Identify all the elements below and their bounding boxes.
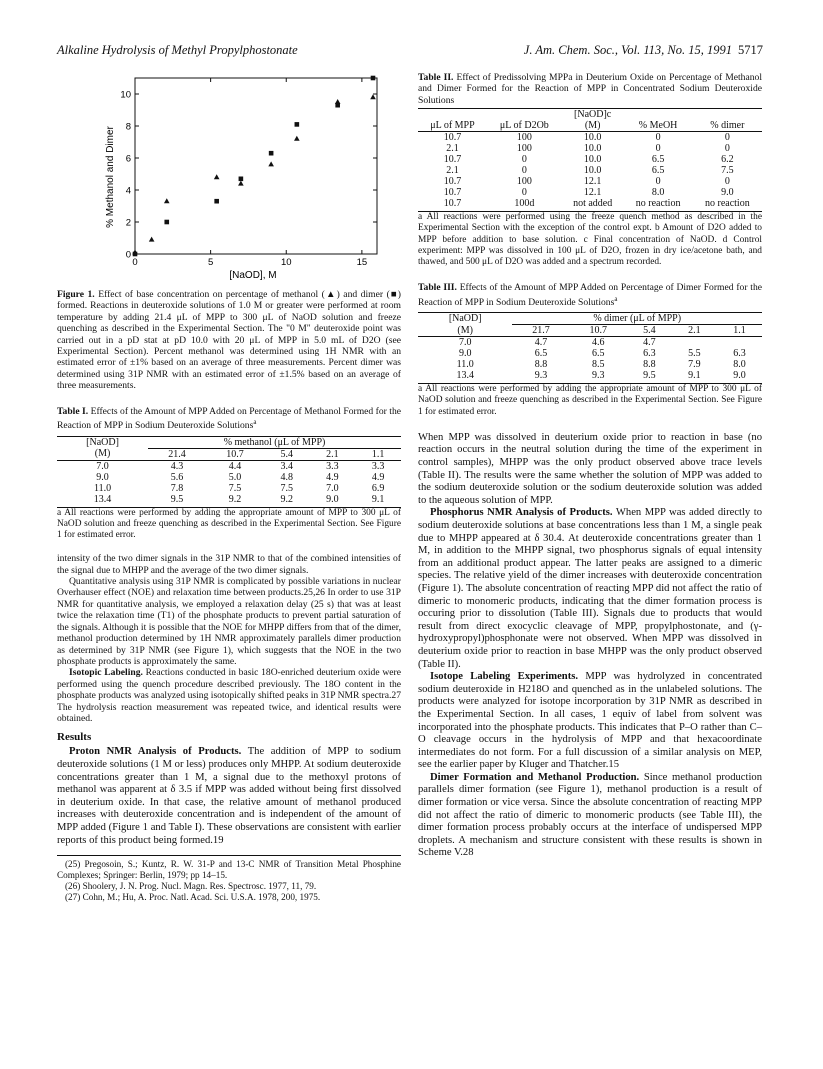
dimer-formation-heading: Dimer Formation and Methanol Production. (430, 771, 640, 783)
reference-25: (25) Pregosoin, S.; Kuntz, R. W. 31-P and 13-C NMR of Transition Metal Phosphine Complexes; Springer: Berlin, 1979; pp 14–15. (57, 859, 401, 880)
table-3-cell: 9.5 (643, 370, 656, 382)
table-3-cell: 8.8 (643, 359, 656, 371)
paragraph-predissolving: When MPP was dissolved in deuterium oxide prior to reaction in base (no reaction occurs in the neutral solution during the time of the experiment in control samples), MHPP was the only product observed above trace levels (Table II). The results were the same whether the solution of MPP was added to the sodium deuteroxide solution or the sodium deuteroxide solution was added to the aqueous solution of MPP. (418, 431, 762, 506)
table-2-row (418, 154, 762, 165)
right-column (418, 72, 762, 860)
table-2-cell: 0 (724, 176, 730, 188)
table-2-cell: 0 (521, 154, 527, 166)
phosphorus-nmr-text: When MPP was added directly to sodium deuteroxide solutions at base concentrations less than 1 M, a single peak due to MHPP appeared at δ 30.4. At deuteroxide concentrations greater than 1 M, in addition to the MHPP signal, two phosphorus signals of equal intensity from an additional product appear. The latter peaks are assigned to a dimeric species. The relative yield of the dimer increases with deuteroxide concentration (Figure 1). The absolute concentration of reacting MPP did not affect the ratio of dimeric to monomeric products, indicating that the dimer formation process is occuring prior to dissolution (Table III). Signals due to products that would result from direct exocyclic cleavage of MPP, propylphostonate, and (γ-hydroxypropyl)phosphonate were not observed. When MPP was dissolved in deuterium oxide prior to reaction in base MHPP was the only product observed (Table II). (418, 507, 763, 670)
table-1-span-head: % methanol (μL of MPP) (148, 436, 401, 448)
table-2-cell: 0 (521, 187, 527, 199)
table-1-cell: 9.2 (228, 493, 242, 505)
table-2-headtop-3 (623, 109, 692, 121)
y-tick-label: 10 (120, 89, 131, 101)
table-2-grid (418, 108, 762, 209)
table-3-title-text: Effects of the Amount of MPP Added on Percentage of Dimer Formed for the Reaction of MPP in Sodium Deuteroxide Solutions (418, 282, 762, 308)
table-3 (418, 282, 762, 418)
table-1-cell: 5.0 (228, 471, 242, 483)
table-1-col0-subhead: (M) (94, 448, 111, 460)
table-1 (57, 406, 401, 542)
isotope-labeling-experiments-heading: Isotope Labeling Experiments. (430, 671, 578, 683)
dimer-square-point (239, 177, 244, 182)
table-1-title-text: Effects of the Amount of MPP Added on Percentage of Methanol Formed for the Reaction of MPP in Sodium Deuteroxide Solutions (57, 405, 401, 432)
table-3-cell: 11.0 (456, 359, 474, 371)
table-2 (418, 72, 762, 268)
table-3-span-head: % dimer (μL of MPP) (512, 313, 762, 325)
isotopic-labeling-heading: Isotopic Labeling. (69, 667, 143, 679)
table-1-grid (57, 436, 401, 505)
paragraph-quant-intro: intensity of the two dimer signals in the 31P NMR to that of the combined intensities of the signal due to MHPP and the average of the two dimer signals. (57, 553, 401, 576)
table-2-head-1: μL of D2Ob (499, 120, 549, 132)
table-1-subhead-2: 5.4 (280, 448, 294, 460)
table-1-title-footnote-mark: a (253, 418, 257, 427)
table-1-footnote: a All reactions were performed by adding the appropriate amount of MPP to 300 μL of NaOD solution and freeze quenching as described in the Experimental Section. See Figure 1 for estimated error. (57, 507, 401, 541)
table-1-cell: 9.5 (170, 493, 184, 505)
dimer-square-point (295, 122, 300, 127)
table-3-cell: 9.1 (688, 370, 701, 382)
table-2-cell: 6.5 (651, 165, 665, 177)
table-3-row (418, 359, 762, 370)
table-1-cell: 9.0 (96, 471, 109, 483)
results-heading: Results (57, 731, 92, 744)
plot-frame (135, 78, 377, 254)
table-2-head-0: μL of MPP (430, 120, 475, 132)
table-1-cell: 9.2 (280, 493, 294, 505)
table-2-cell: 7.5 (721, 165, 734, 177)
table-1-title (57, 406, 401, 432)
table-2-cell: no reaction (635, 198, 681, 210)
table-3-subhead-1: 10.7 (589, 325, 607, 337)
table-1-col0-head: [NaOD] (86, 436, 119, 448)
table-2-cell: 100d (514, 198, 535, 210)
table-2-row (418, 187, 762, 198)
journal-citation: J. Am. Chem. Soc., Vol. 113, No. 15, 1991 (523, 43, 732, 57)
references (57, 855, 401, 902)
dimer-square-point (214, 199, 219, 204)
isotope-labeling-experiments-text: MPP was hydrolyzed in concentrated sodium deuteroxide in H218O and quenched as in the unlabeled solutions. The products were analyzed for isotope incorporation by 31P NMR as described in the Experimental Section. In all cases, 1 equiv of label from solvent was incorporated into the phosphate products. This indicates that P–O rather than C–O cleavage occurs in the hydrolysis of MPP and that hexacoordinate intermediates do not form. For a full discussion of a similar analysis on MEP, see the earlier paper by Kluger and Thatcher.15 (418, 671, 762, 771)
table-3-label: Table III. (418, 282, 457, 294)
table-3-row (418, 370, 762, 381)
proton-nmr-text: The addition of MPP to sodium deuteroxide solutions (1 M or less) produces only MHPP. At sodium deuteroxide concentrations greater than 1 M, a signal due to the methoxyl protons of methanol was apparent at δ 3.5 if MPP was added without being first dissolved in deuterium oxide. In that case, the relative amount of methanol produced increases with deuteroxide concentration and is independent of the amount of MPP added (Figure 1 and Table I). These observations are consistent with earlier reports of this product being formed.19 (57, 746, 401, 846)
table-3-cell: 5.5 (688, 348, 701, 360)
isotopic-labeling-text: Reactions conducted in basic 18O-enriched deuterium oxide were performed using the quench procedure described previously. The 18O content in the phosphate products was analyzed using isotopically shifted peaks in 31P NMR spectra.27 The hydrolysis reaction measurement was repeated twice, and identical results were obtained. (57, 667, 401, 724)
table-2-footnote: a All reactions were performed using the freeze quench method as described in the Experimental Section with the exception of the control expt. b Amount of D2O added to MPP before addition to base solution. c Final concentration of NaOD. d Control experiment: MPP was dissolved in 100 μL of D2O, frozen in dry ice/acetone bath, and thawed, and 500 μL of D2O was added and a spectrum recorded. (418, 212, 762, 268)
table-2-cell: 100 (516, 132, 532, 144)
methanol-triangle-point (214, 174, 220, 179)
table-3-cell: 7.0 (458, 337, 472, 349)
table-2-label: Table II. (418, 72, 454, 83)
table-3-subhead-0: 21.7 (532, 325, 550, 337)
reference-27: (27) Cohn, M.; Hu, A. Proc. Natl. Acad. Sci. U.S.A. 1978, 200, 1975. (65, 891, 321, 902)
table-1-cell: 7.5 (228, 482, 242, 494)
table-2-head-3: % MeOH (638, 120, 678, 132)
table-3-cell: 6.3 (733, 348, 746, 360)
table-3-cell: 6.5 (591, 348, 605, 360)
table-3-cell: 4.7 (643, 337, 656, 349)
table-3-cell: 9.3 (534, 370, 548, 382)
methanol-triangle-point (238, 181, 244, 186)
table-2-cell: 6.5 (651, 154, 665, 166)
paragraph-phosphorus-nmr (418, 507, 762, 671)
table-1-cell: 7.0 (96, 460, 109, 472)
table-2-cell: 0 (655, 176, 661, 188)
table-3-title-footnote-mark: a (614, 294, 618, 303)
plot-marks (132, 76, 376, 257)
table-1-row (57, 460, 401, 472)
table-2-row (418, 176, 762, 187)
table-3-cell: 6.5 (534, 348, 548, 360)
table-1-cell: 4.9 (371, 471, 385, 483)
figure-1-caption (57, 289, 401, 392)
table-2-cell: 10.0 (583, 165, 602, 177)
table-2-cell: 10.7 (443, 154, 462, 166)
methanol-triangle-point (294, 136, 300, 141)
table-1-subhead-3: 2.1 (326, 448, 339, 460)
table-2-cell: 10.7 (443, 132, 462, 144)
table-2-title (418, 72, 762, 106)
table-3-cell (717, 337, 762, 349)
table-2-cell: 8.0 (651, 187, 665, 199)
table-2-row (418, 198, 762, 209)
x-tick-label: 5 (207, 257, 214, 268)
table-1-cell: 6.9 (371, 482, 385, 494)
dimer-square-point (335, 103, 340, 108)
table-3-col0-subhead: (M) (457, 324, 473, 336)
running-head-title: Alkaline Hydrolysis of Methyl Propylphostonate (57, 43, 298, 57)
table-2-cell: 10.7 (443, 187, 462, 199)
table-3-cell: 9.0 (733, 370, 746, 382)
table-2-headtop-2: [NaOD]c (574, 109, 612, 121)
left-body-text (57, 553, 401, 847)
table-2-cell: 9.0 (721, 187, 734, 199)
running-head-journal (524, 43, 763, 58)
dimer-square-point (269, 151, 274, 156)
paragraph-dimer-formation (418, 772, 762, 860)
table-2-head-2: (M) (584, 120, 601, 132)
table-2-cell: 10.0 (583, 143, 602, 155)
table-2-cell: not added (573, 198, 613, 210)
paragraph-isotopic-labeling (57, 667, 401, 724)
y-tick-label: 6 (125, 153, 131, 165)
table-3-grid (418, 312, 762, 381)
dimer-square-point (371, 76, 376, 81)
table-3-row (418, 348, 762, 359)
table-1-row (57, 494, 401, 505)
x-axis-label: [NaOD], M (229, 270, 277, 280)
table-2-headtop-0 (418, 109, 487, 121)
table-3-cell: 4.7 (534, 337, 548, 349)
methanol-triangle-point (164, 198, 170, 203)
table-2-cell: 0 (655, 132, 661, 144)
table-1-cell: 9.1 (371, 493, 385, 505)
table-3-cell: 8.0 (733, 359, 746, 371)
paragraph-quantitative-analysis: Quantitative analysis using 31P NMR is complicated by possible variations in nuclear Overhauser effect (NOE) and relaxation time between products.25,26 In order to use 31P NMR for quantitative analysis, we employed a relaxation delay (25 s) that was at least twice the relaxation time (T1) of the phosphate products to prevent partial saturation of the signals. Although it is possible that the NOE for MHPP differs from that of the dimer, methanol production determined by 1H NMR approximately parallels dimer production as determined by 31P NMR (see Figure 1), which suggests that the NOE in the two phosphate products is approximately the same. (57, 576, 401, 667)
table-2-cell: 0 (724, 143, 730, 155)
table-2-cell: 10.0 (583, 132, 602, 144)
table-3-subhead-2: 5.4 (643, 325, 656, 337)
table-2-head-4: % dimer (710, 120, 745, 132)
table-2-cell: 0 (655, 143, 661, 155)
reference-26: (26) Shoolery, J. N. Prog. Nucl. Magn. Res. Spectrosc. 1977, 11, 79. (65, 880, 317, 891)
y-axis-label: % Methanol and Dimer (105, 126, 116, 228)
table-1-cell: 4.3 (170, 460, 184, 472)
table-1-cell: 3.3 (326, 460, 339, 472)
table-3-cell: 9.0 (458, 348, 472, 360)
page-number: 5717 (738, 43, 763, 57)
table-1-cell: 4.8 (280, 471, 294, 483)
table-2-row (418, 143, 762, 154)
table-1-subhead-1: 10.7 (226, 448, 244, 460)
methanol-triangle-point (268, 161, 274, 166)
table-3-cell: 6.3 (643, 348, 656, 360)
table-2-row (418, 132, 762, 144)
table-1-subhead-4: 1.1 (371, 448, 385, 460)
table-2-cell: no reaction (705, 198, 750, 210)
table-2-cell: 10.7 (443, 198, 462, 210)
table-3-row (418, 337, 762, 349)
table-1-label: Table I. (57, 405, 89, 417)
table-2-cell: 10.0 (583, 154, 602, 166)
figure-1-scatter-plot (57, 72, 401, 280)
table-3-title (418, 282, 762, 308)
y-tick-label: 8 (125, 121, 131, 133)
table-2-cell: 12.1 (583, 187, 602, 199)
table-3-cell (672, 337, 717, 349)
table-1-cell: 3.3 (371, 460, 385, 472)
methanol-triangle-point (370, 94, 376, 99)
y-tick-label: 4 (125, 185, 131, 197)
table-1-cell: 7.5 (280, 482, 294, 494)
table-2-cell: 0 (724, 132, 730, 144)
table-2-row (418, 165, 762, 176)
paragraph-proton-nmr (57, 746, 401, 847)
dimer-formation-text: Since methanol production parallels dimer formation (see Figure 1), methanol production is a result of dimer formation or vice versa. Since the absolute concentration of reacting MPP did not affect the ratio of dimeric to monomeric products (see Table III), the dimer formation process probably occurs at the interface of undispersed MPP droplets. A mechanism and structure consistent with these results is shown in Scheme V.28 (418, 771, 762, 859)
table-2-cell: 100 (516, 176, 532, 188)
y-tick-label: 2 (125, 217, 131, 229)
table-2-cell: 100 (516, 143, 532, 155)
table-2-cell: 2.1 (446, 143, 459, 155)
table-1-cell: 7.8 (170, 482, 184, 494)
table-3-cell: 7.9 (688, 359, 701, 371)
table-2-headtop-4 (693, 109, 762, 121)
table-2-headtop-1 (487, 109, 562, 121)
table-2-cell: 12.1 (583, 176, 602, 188)
phosphorus-nmr-heading: Phosphorus NMR Analysis of Products. (430, 507, 613, 519)
y-tick-label: 0 (125, 249, 131, 261)
table-2-cell: 2.1 (446, 165, 459, 177)
table-3-subhead-4: 1.1 (733, 325, 746, 337)
table-1-cell: 13.4 (93, 493, 112, 505)
table-2-title-text: Effect of Predissolving MPPa in Deuterium Oxide on Percentage of Methanol and Dimer Formed for the Reaction of MPP in Concentrated Sodium Deuteroxide Solutions (418, 72, 762, 106)
table-2-cell: 0 (521, 165, 527, 177)
figure-1-caption-text: Effect of base concentration on percentage of methanol (▲) and dimer (■) formed. Reactions in deuteroxide solutions of 1.0 M or greater were performed at room temperature by adding 21.4 μL of MPP to 300 μL of NaOD solution and freeze quenching as described in the Experimental Section. The "0 M" deuteroxide point was carried out in a pD stat at pD 10.0 with 20 μL of MPP in 5.0 mL of D2O (see Experimental Section). Percent methanol was determined using 1H NMR with an estimated error of ±1% based on an average of three measurements. Percent dimer was determined using 31P NMR with an estimated error of ±1.5% based on an average of three measurements. (57, 289, 401, 392)
table-3-cell: 8.5 (591, 359, 605, 371)
x-tick-label: 0 (132, 257, 138, 268)
right-body-text (418, 432, 762, 860)
table-3-footnote: a All reactions were performed by adding the appropriate amount of MPP to 300 μL of NaOD solution and freeze quenching as described in the Experimental Section. See Figure 1 for estimated error. (418, 384, 762, 417)
table-1-cell: 4.4 (228, 460, 242, 472)
table-3-col0-head: [NaOD] (448, 313, 482, 325)
table-1-cell: 9.0 (326, 493, 339, 505)
left-column (57, 72, 401, 902)
table-3-cell: 8.8 (534, 359, 548, 371)
table-3-cell: 4.6 (591, 337, 605, 349)
table-2-cell: 6.2 (721, 154, 734, 166)
table-1-subhead-0: 21.4 (168, 448, 186, 460)
table-1-cell: 11.0 (93, 482, 112, 494)
dimer-square-point (133, 252, 138, 257)
proton-nmr-heading: Proton NMR Analysis of Products. (69, 746, 242, 758)
table-1-cell: 7.0 (326, 482, 339, 494)
figure-1-label: Figure 1. (57, 289, 95, 300)
table-3-subhead-3: 2.1 (688, 325, 701, 337)
table-3-cell: 13.4 (456, 370, 474, 382)
x-tick-label: 10 (280, 257, 292, 268)
table-1-row (57, 483, 401, 494)
table-1-cell: 4.9 (326, 471, 339, 483)
table-1-cell: 3.4 (280, 460, 294, 472)
dimer-square-point (164, 220, 169, 225)
table-2-cell: 10.7 (443, 176, 462, 188)
table-3-cell: 9.3 (591, 370, 605, 382)
table-1-cell: 5.6 (170, 471, 184, 483)
table-1-row (57, 472, 401, 483)
x-tick-label: 15 (356, 257, 368, 268)
methanol-triangle-point (149, 237, 155, 242)
paragraph-isotope-labeling-experiments (418, 671, 762, 772)
